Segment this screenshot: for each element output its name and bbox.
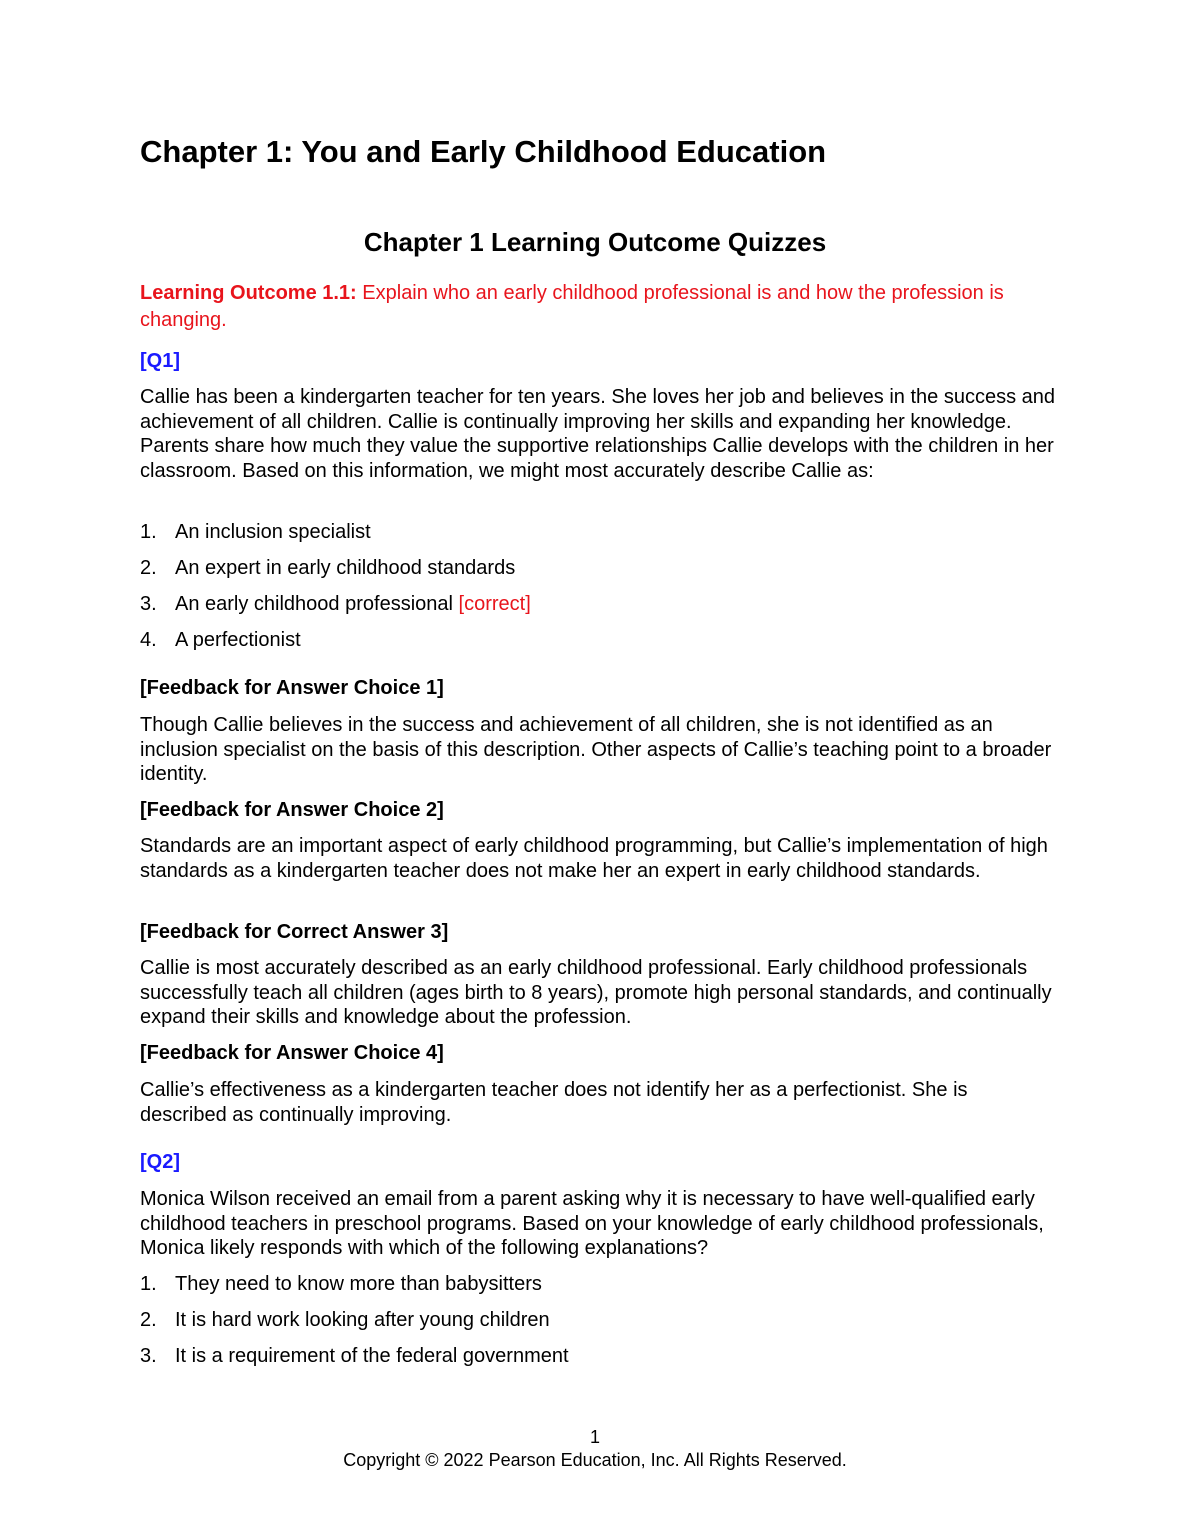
outcome-text: Explain who an early childhood professional is and how the profession is changing. — [140, 282, 1004, 331]
q1-stem: Callie has been a kindergarten teacher for ten years. She loves her job and believes in the success and achievement of all children. Callie is continually improving her skills and expanding her knowledge. Parents share how much they value the supportive relationships Callie develops with the children in her classroom. Based on this information, we might most accurately describe Callie as: — [140, 386, 1055, 482]
feedback-text: Callie’s effectiveness as a kindergarten teacher does not identify her as a perfectionist. She is described as continually improving. — [140, 1079, 968, 1126]
q1-option-3: 3. An early childhood professional [correct] — [140, 593, 531, 615]
q2-label: [Q2] — [140, 1151, 180, 1173]
q2-option-1: 1. They need to know more than babysitters — [140, 1273, 542, 1295]
q2-option-3: 3. It is a requirement of the federal government — [140, 1345, 569, 1367]
q1-option-4: 4. A perfectionist — [140, 629, 301, 651]
feedback-heading: [Feedback for Answer Choice 4] — [140, 1042, 444, 1064]
feedback-heading: [Feedback for Answer Choice 2] — [140, 799, 444, 821]
correct-tag: [correct] — [458, 593, 531, 615]
q2-stem: Monica Wilson received an email from a parent asking why it is necessary to have well-qualified early childhood teachers in preschool programs. Based on your knowledge of early childhood professionals, Monica likely responds with which of the following explanations? — [140, 1188, 1044, 1259]
chapter-title: Chapter 1: You and Early Childhood Education — [140, 134, 827, 169]
feedback-text: Callie is most accurately described as an early childhood professional. Early childhood professionals successfully teach all children (ages birth to 8 years), promote high personal standards, and continually expand their skills and knowledge about the profession. — [140, 957, 1052, 1028]
feedback-heading: [Feedback for Correct Answer 3] — [140, 921, 449, 943]
copyright: Copyright © 2022 Pearson Education, Inc. All Rights Reserved. — [343, 1450, 847, 1470]
feedback-text: Standards are an important aspect of early childhood programming, but Callie’s implementation of high standards as a kindergarten teacher does not make her an expert in early childhood standards. — [140, 835, 1048, 882]
outcome-label: Learning Outcome 1.1: — [140, 282, 357, 304]
feedback-text: Though Callie believes in the success and achievement of all children, she is not identified as an inclusion specialist on the basis of this description. Other aspects of Callie’s teaching point to a broader identity. — [140, 714, 1052, 785]
section-title: Chapter 1 Learning Outcome Quizzes — [363, 227, 827, 257]
page-number: 1 — [589, 1427, 600, 1447]
q2-option-2: 2. It is hard work looking after young children — [140, 1309, 550, 1331]
feedback-heading: [Feedback for Answer Choice 1] — [140, 677, 444, 699]
q1-option-2: 2. An expert in early childhood standards — [140, 557, 516, 579]
q1-option-1: 1. An inclusion specialist — [140, 521, 371, 543]
q1-label: [Q1] — [140, 350, 180, 372]
learning-outcome — [140, 280, 1055, 334]
